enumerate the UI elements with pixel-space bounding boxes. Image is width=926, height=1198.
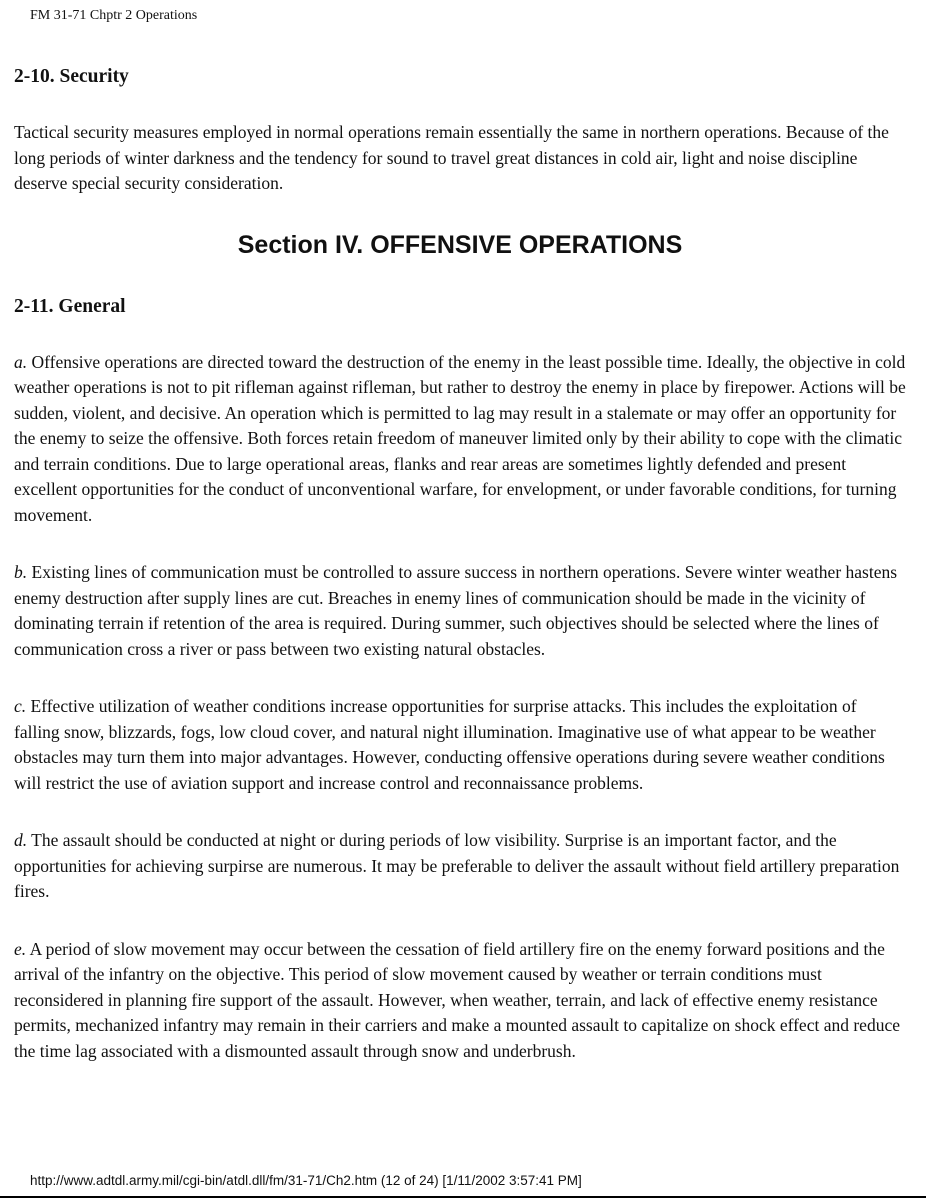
paragraph-c-text: Effective utilization of weather conditions increase opportunities for surprise attacks. This includes the exploitation of falling snow, blizzards, fogs, low cloud cover, and natural night illumination. Imaginative use of what appear to be weather obstacles may turn them into major advantages. However, conducting offensive operations during severe weather conditions will restrict the use of aviation support and increase control and reconnaissance problems. bbox=[14, 696, 885, 793]
page-footer-url: http://www.adtdl.army.mil/cgi-bin/atdl.dll/fm/31-71/Ch2.htm (12 of 24) [1/11/2002 3:57:41 PM] bbox=[30, 1173, 582, 1188]
paragraph-a bbox=[14, 350, 906, 529]
paragraph-e-text: A period of slow movement may occur between the cessation of field artillery fire on the enemy forward positions and the arrival of the infantry on the objective. This period of slow movement caused by weather or terrain conditions must reconsidered in planning fire support of the assault. However, when weather, terrain, and lack of effective enemy resistance permits, mechanized infantry may remain in their carriers and make a mounted assault to capitalize on shock effect and reduce the time lag associated with a dismounted assault through snow and underbrush. bbox=[14, 938, 900, 1061]
paragraph-security: Tactical security measures employed in normal operations remain essentially the same in northern operations. Because of the long periods of winter darkness and the tendency for sound to travel great distances in cold air, light and noise discipline deserve special security consideration. bbox=[14, 122, 889, 193]
paragraph-b-text: Existing lines of communication must be controlled to assure success in northern operations. Severe winter weather hastens enemy destruction after supply lines are cut. Breaches in enemy lines of communication should be made in the vicinity of dominating terrain if retention of the area is required. During summer, such objectives should be selected where the lines of communication cross a river or pass between two existing natural obstacles. bbox=[14, 562, 898, 659]
section-iv-title: Section IV. OFFENSIVE OPERATIONS bbox=[237, 230, 683, 259]
heading-2-11-general: 2-11. General bbox=[14, 295, 126, 317]
paragraph-b-label: b. bbox=[14, 562, 28, 582]
paragraph-c bbox=[14, 694, 906, 796]
paragraph-b bbox=[14, 560, 906, 662]
paragraph-d-label: d. bbox=[14, 830, 28, 850]
paragraph-a-text: Offensive operations are directed toward the destruction of the enemy in the least possible time. Ideally, the objective in cold weather operations is not to pit rifleman against rifleman, but rather to destroy the enemy in place by firepower. Actions will be sudden, violent, and decisive. An operation which is permitted to lag may result in a stalemate or may offer an opportunity for the enemy to seize the offensive. Both forces retain freedom of maneuver limited only by their ability to cope with the climatic and terrain conditions. Due to large operational areas, flanks and rear areas are sometimes lightly defended and present excellent opportunities for the conduct of unconventional warfare, for envelopment, or under favorable conditions, for turning movement. bbox=[14, 351, 906, 525]
paragraph-d bbox=[14, 828, 906, 905]
page-header-title: FM 31-71 Chptr 2 Operations bbox=[30, 8, 198, 23]
paragraph-a-label: a. bbox=[14, 351, 28, 372]
paragraph-d-text: The assault should be conducted at night or during periods of low visibility. Surprise is an important factor, and the opportunities for achieving surpirse are numerous. It may be preferable to deliver the assault without field artillery preparation fires. bbox=[14, 830, 900, 901]
paragraph-e-label: e. bbox=[14, 938, 27, 959]
paragraph-e bbox=[14, 937, 906, 1065]
heading-2-10-security: 2-10. Security bbox=[14, 66, 129, 87]
paragraph-c-label: c. bbox=[14, 696, 27, 716]
